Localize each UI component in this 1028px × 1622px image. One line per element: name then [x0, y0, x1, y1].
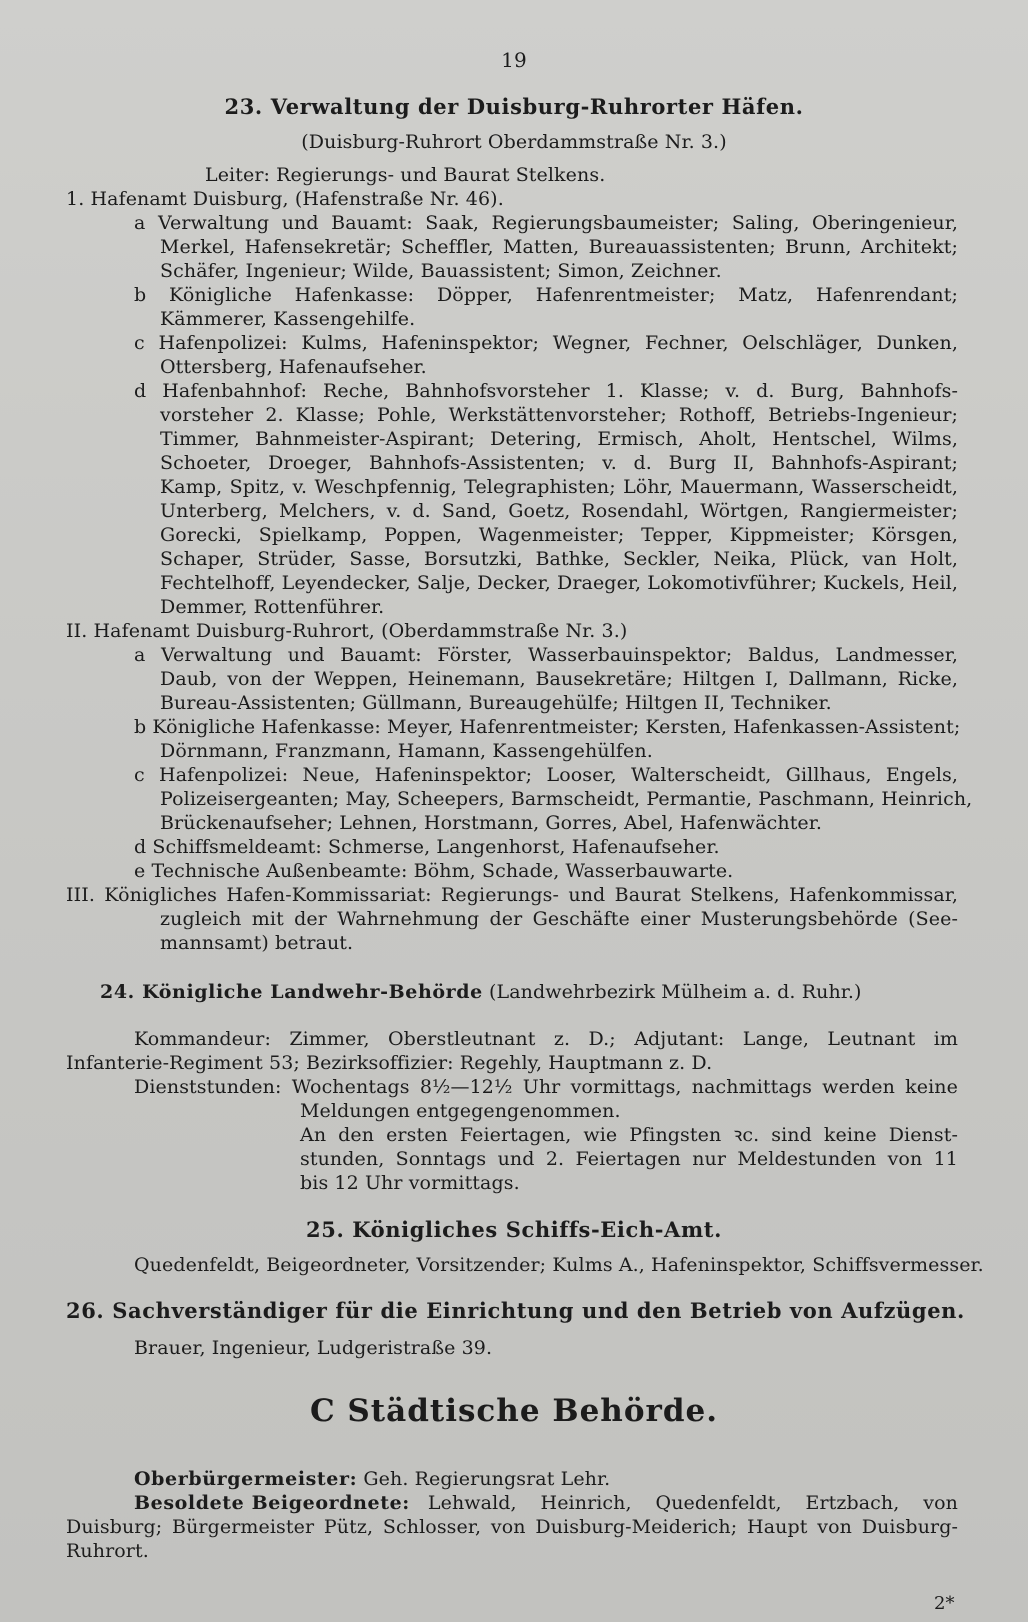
mayor-label: Oberbürgermeister:: [134, 1468, 358, 1490]
text-line: An den ersten Feiertagen, wie Pfingsten ꝛc. sind keine Dienst-: [300, 1124, 958, 1146]
office-3-heading: III. Königliches Hafen-Kommissariat: Regierungs- und Baurat Stelkens, Hafenkommissar,: [66, 884, 958, 906]
text-line: Timmer, Bahnmeister-Aspirant; Detering, Ermisch, Aholt, Hentschel, Wilms,: [160, 428, 958, 450]
deputies-text: Lehwald, Heinrich, Quedenfeldt, Ertzbach, von: [427, 1492, 958, 1514]
text-line: Schoeter, Droeger, Bahnhofs-Assistenten; v. d. Burg II, Bahnhofs-Aspirant;: [160, 452, 958, 474]
text-line: e Technische Außenbeamte: Böhm, Schade, Wasserbauwarte.: [134, 860, 734, 882]
text-line: bis 12 Uhr vormittags.: [300, 1172, 520, 1194]
office-1-heading: 1. Hafenamt Duisburg, (Hafenstraße Nr. 46).: [66, 188, 504, 210]
section-26-title: 26. Sachverständiger für die Einrichtung und den Betrieb von Aufzügen.: [66, 1298, 965, 1323]
text-line: Merkel, Hafensekretär; Scheffler, Matten, Bureauassistenten; Brunn, Architekt;: [160, 236, 958, 258]
text-line: Meldungen entgegengenommen.: [300, 1100, 621, 1122]
text-line: b Königliche Hafenkasse: Döpper, Hafenrentmeister; Matz, Hafenrendant;: [134, 284, 958, 306]
section-c-title: C Städtische Behörde.: [309, 1393, 719, 1429]
text-line: Ruhrort.: [66, 1540, 149, 1562]
text-line: c Hafenpolizei: Neue, Hafeninspektor; Looser, Walterscheidt, Gillhaus, Engels,: [134, 764, 958, 786]
text-line: Polizeisergeanten; May, Scheepers, Barmscheidt, Permantie, Paschmann, Heinrich,: [160, 788, 973, 810]
text-line: zugleich mit der Wahrnehmung der Geschäfte einer Musterungsbehörde (See-: [160, 908, 958, 930]
text-line: Unterberg, Melchers, v. d. Sand, Goetz, Rosendahl, Wörtgen, Rangiermeister;: [160, 500, 958, 522]
text-line: vorsteher 2. Klasse; Pohle, Werkstättenvorsteher; Rothoff, Betriebs-Ingenieur;: [160, 404, 958, 426]
mayor-text: Geh. Regierungsrat Lehr.: [363, 1468, 611, 1490]
text-line: Quedenfeldt, Beigeordneter, Vorsitzender; Kulms A., Hafeninspektor, Schiffsvermesser.: [134, 1254, 984, 1276]
text-line: c Hafenpolizei: Kulms, Hafeninspektor; Wegner, Fechner, Oelschläger, Dunken,: [134, 332, 958, 354]
mayor-line: [134, 1467, 610, 1491]
text-line: d Hafenbahnhof: Reche, Bahnhofsvorsteher 1. Klasse; v. d. Burg, Bahnhofs-: [134, 380, 958, 402]
signature-mark: 2*: [934, 1593, 955, 1614]
deputies-line: [134, 1491, 958, 1515]
text-line: Duisburg; Bürgermeister Pütz, Schlosser, von Duisburg-Meiderich; Haupt von Duisburg-: [66, 1516, 958, 1538]
section-24-subtitle: (Landwehrbezirk Mülheim a. d. Ruhr.): [488, 981, 862, 1003]
text-line: Brückenaufseher; Lehnen, Horstmann, Gorres, Abel, Hafenwächter.: [160, 812, 823, 834]
text-line: d Schiffsmeldeamt: Schmerse, Langenhorst, Hafenaufseher.: [134, 836, 720, 858]
text-line: Demmer, Rottenführer.: [160, 596, 385, 618]
text-line: Schäfer, Ingenieur; Wilde, Bauassistent; Simon, Zeichner.: [160, 260, 722, 282]
text-line: a Verwaltung und Bauamt: Förster, Wasserbauinspektor; Baldus, Landmesser,: [134, 644, 958, 666]
section-24-title: 24. Königliche Landwehr-Behörde: [100, 981, 483, 1003]
section-23-address: (Duisburg-Ruhrort Oberdammstraße Nr. 3.): [301, 131, 727, 153]
text-line: Kommandeur: Zimmer, Oberstleutnant z. D.; Adjutant: Lange, Leutnant im: [134, 1028, 958, 1050]
text-line: Daub, von der Weppen, Heinemann, Bausekretäre; Hiltgen I, Dallmann, Ricke,: [160, 668, 958, 690]
text-line: Schaper, Strüder, Sasse, Borsutzki, Bathke, Seckler, Neika, Plück, van Holt,: [160, 548, 958, 570]
text-line: Ottersberg, Hafenaufseher.: [160, 356, 427, 378]
text-line: Bureau-Assistenten; Güllmann, Bureaugehülfe; Hiltgen II, Techniker.: [160, 692, 832, 714]
text-line: a Verwaltung und Bauamt: Saak, Regierungsbaumeister; Saling, Oberingenieur,: [134, 212, 958, 234]
text-line: mannsamt) betraut.: [160, 932, 354, 954]
text-line: Kamp, Spitz, v. Weschpfennig, Telegraphisten; Löhr, Mauermann, Wasserscheidt,: [160, 476, 958, 498]
text-line: Infanterie-Regiment 53; Bezirksoffizier: Regehly, Hauptmann z. D.: [66, 1052, 713, 1074]
office-2-heading: II. Hafenamt Duisburg-Ruhrort, (Oberdammstraße Nr. 3.): [66, 620, 628, 642]
text-line: b Königliche Hafenkasse: Meyer, Hafenrentmeister; Kersten, Hafenkassen-Assistent;: [134, 716, 961, 738]
text-line: Gorecki, Spielkamp, Poppen, Wagenmeister; Tepper, Kippmeister; Körsgen,: [160, 524, 958, 546]
text-line: Dörnmann, Franzmann, Hamann, Kassengehülfen.: [160, 740, 653, 762]
text-line: stunden, Sonntags und 2. Feiertagen nur Meldestunden von 11: [300, 1148, 958, 1170]
text-line: Brauer, Ingenieur, Ludgeristraße 39.: [134, 1337, 493, 1359]
text-line: Fechtelhoff, Leyendecker, Salje, Decker, Draeger, Lokomotivführer; Kuckels, Heil,: [160, 572, 958, 594]
section-24-heading: [100, 980, 862, 1004]
text-line: Kämmerer, Kassengehilfe.: [160, 308, 416, 330]
page-number: 19: [501, 48, 527, 72]
text-line: Dienststunden: Wochentags 8½—12½ Uhr vormittags, nachmittags werden keine: [134, 1076, 958, 1098]
section-25-title: 25. Königliches Schiffs-Eich-Amt.: [306, 1217, 722, 1242]
deputies-label: Besoldete Beigeordnete:: [134, 1492, 410, 1514]
section-23-leiter: Leiter: Regierungs- und Baurat Stelkens.: [205, 164, 606, 186]
section-23-title: 23. Verwaltung der Duisburg-Ruhrorter Häfen.: [224, 94, 804, 119]
